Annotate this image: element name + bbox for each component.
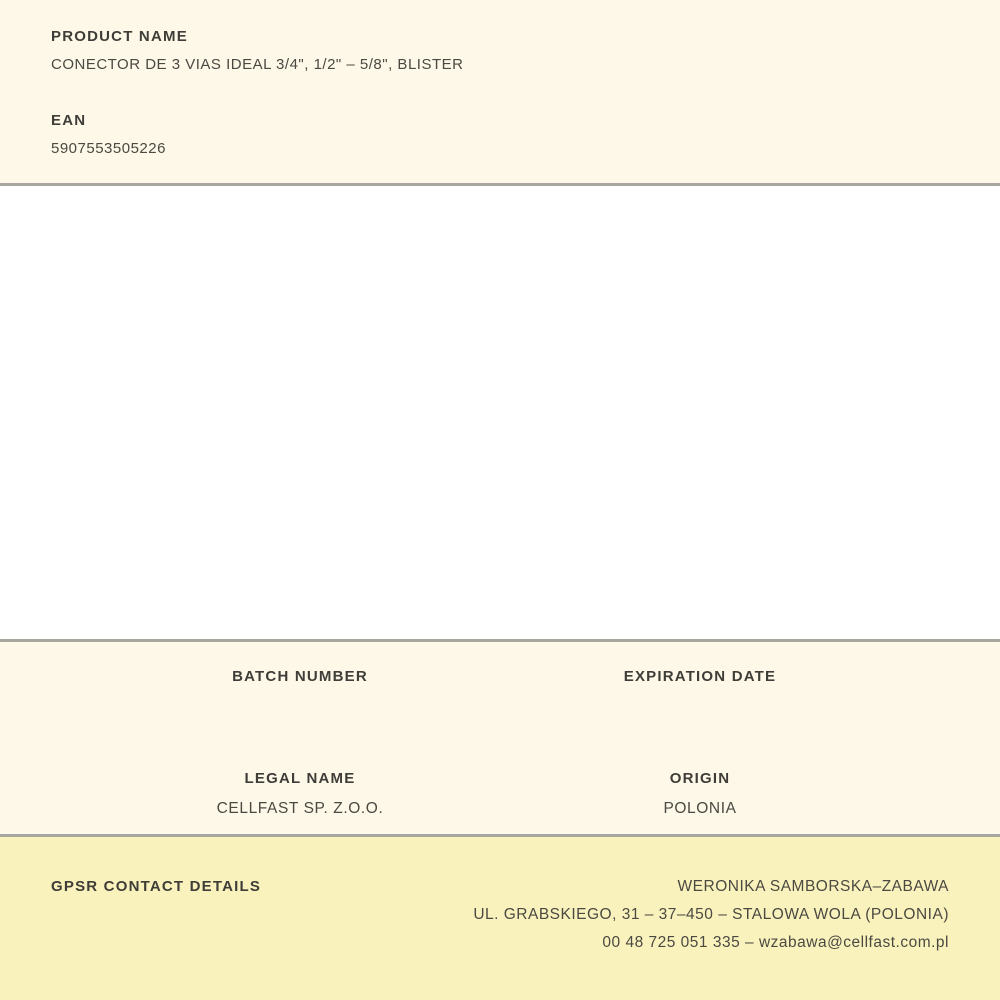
ean-field [51,110,949,160]
details-section [0,642,1000,837]
product-header-section [0,0,1000,186]
ean-value: 5907553505226 [51,140,166,157]
ean-label: EAN [51,112,87,129]
gpsr-contact-section [0,837,1000,1000]
contact-person-name: WERONIKA SAMBORSKA–ZABAWA [677,878,949,895]
origin-value: POLONIA [663,800,737,817]
gpsr-contact-heading: GPSR CONTACT DETAILS [51,878,262,895]
legal-name-cell [100,768,500,834]
product-name-value: CONECTOR DE 3 VIAS IDEAL 3/4", 1/2" – 5/8", BLISTER [51,56,464,73]
batch-number-cell [100,666,500,732]
batch-number-value [100,696,500,718]
origin-cell [500,768,900,834]
legal-name-value: CELLFAST SP. Z.O.O. [216,800,384,817]
contact-phone-email: 00 48 725 051 335 – wzabawa@cellfast.com.pl [602,934,949,951]
expiration-date-cell [500,666,900,732]
expiration-date-label: EXPIRATION DATE [623,668,777,685]
legal-name-label: LEGAL NAME [244,770,356,787]
contact-address: UL. GRABSKIEGO, 31 – 37–450 – STALOWA WOLA (POLONIA) [473,906,949,923]
product-image-area [0,186,1000,642]
product-name-field [51,26,949,76]
origin-label: ORIGIN [669,770,731,787]
expiration-date-value [500,696,900,718]
gpsr-contact-lines [473,873,949,957]
product-name-label: PRODUCT NAME [51,28,188,45]
batch-number-label: BATCH NUMBER [232,668,368,685]
